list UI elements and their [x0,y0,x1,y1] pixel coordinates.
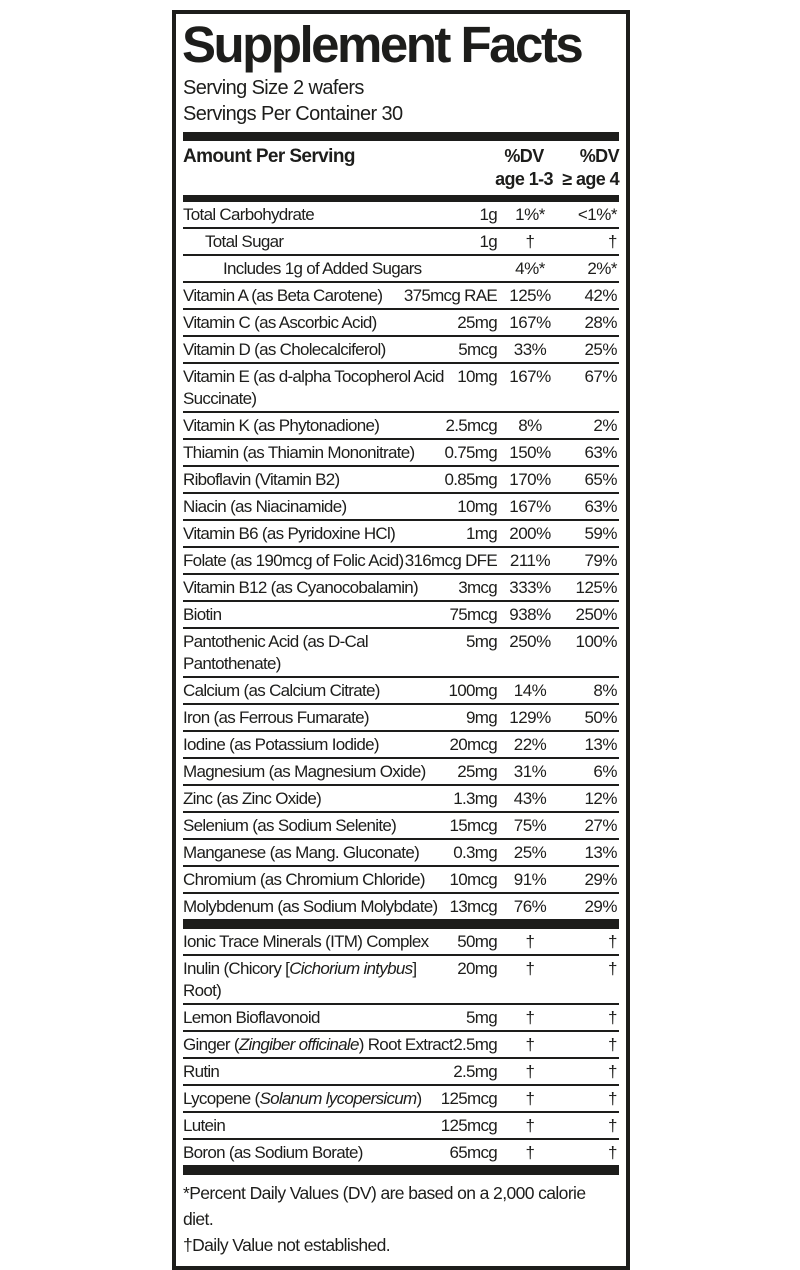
dv-age4-value: 13% [584,842,617,862]
dv-age4-header [553,145,619,191]
dv-age4-value: † [608,931,617,951]
dv-age4-value: † [608,1007,617,1027]
dv-age4-value: 27% [584,815,617,835]
nutrient-name [183,1007,466,1029]
dv-age1-3-value: 4%* [515,258,545,278]
footnotes [183,1175,619,1266]
footnote-dagger: †Daily Value not established. [183,1235,390,1255]
nutrient-name [183,496,457,518]
dv-age1-3-value: 167% [509,312,551,332]
nutrient-row [183,730,619,757]
nutrients-table [183,202,619,919]
nutrient-name [183,1142,449,1164]
nutrient-name [183,788,453,810]
dv-age1-3-value: † [525,931,535,951]
nutrient-row [183,627,619,676]
dv-age1-3-value: 1%* [515,204,545,224]
dv-age1-3-value: † [525,1034,535,1054]
nutrient-name-text: Boron (as Sodium Borate) [183,1142,363,1162]
nutrient-row [183,335,619,362]
dv-age1-3-header-line1: %DV [504,146,544,166]
nutrient-name-text: Biotin [183,604,222,624]
nutrient-name [183,761,457,783]
dv-age1-3-value: 22% [513,734,547,754]
nutrient-amount: 2.5mcg [445,415,497,435]
nutrient-amount: 5mg [466,1007,497,1027]
nutrient-name [183,339,458,361]
nutrient-amount: 2.5mg [453,1061,497,1081]
dv-age4-value: 13% [584,734,617,754]
nutrient-name [183,842,453,864]
dv-age1-3-value: 129% [509,707,551,727]
dv-age1-3-value: † [525,1007,535,1027]
nutrient-row [183,676,619,703]
nutrient-name-text: ) Root Extract [358,1034,453,1054]
nutrient-row [183,519,619,546]
dv-age1-3-header-line2: age 1-3 [495,169,553,189]
dv-age4-value: 50% [584,707,617,727]
dv-age4-value: 28% [584,312,617,332]
nutrient-row [183,573,619,600]
nutrient-name-text: Calcium (as Calcium Citrate) [183,680,380,700]
dv-age1-3-value: 333% [509,577,551,597]
dv-age1-3-value: 200% [509,523,551,543]
supplement-facts-label [172,10,630,1270]
dv-age1-3-value: 25% [513,842,547,862]
nutrient-name [183,707,466,729]
dv-age4-header-line1: %DV [579,146,619,166]
nutrient-row [183,465,619,492]
amount-per-serving-header: Amount Per Serving [183,146,355,167]
nutrient-amount: 100mg [448,680,497,700]
dv-age4-value: 29% [584,869,617,889]
nutrient-name-text: Magnesium (as Magnesium Oxide) [183,761,426,781]
nutrient-row [183,811,619,838]
nutrient-amount: 10mcg [449,869,497,889]
dv-age1-3-value: 125% [509,285,551,305]
nutrient-name [183,285,404,307]
nutrient-row [183,1138,619,1165]
nutrient-name-text: Molybdenum (as Sodium Molybdate) [183,896,438,916]
nutrient-name-text: Rutin [183,1061,220,1081]
nutrient-name-text: Thiamin (as Thiamin Mononitrate) [183,442,415,462]
nutrient-name [183,1115,441,1137]
nutrient-amount: 75mcg [449,604,497,624]
dv-age1-3-value: 75% [513,815,547,835]
nutrient-amount: 20mg [457,958,497,978]
nutrient-name [183,1061,453,1083]
nutrient-name-text: Iodine (as Potassium Iodide) [183,734,379,754]
nutrient-row [183,362,619,411]
dv-age4-value: 250% [575,604,617,624]
nutrient-name [183,869,449,891]
nutrient-name-text: Includes 1g of Added Sugars [223,258,422,278]
dv-age1-3-value: † [525,1115,535,1135]
nutrient-name-text: Iron (as Ferrous Fumarate) [183,707,369,727]
nutrient-row [183,929,619,954]
dv-age4-value: 6% [593,761,617,781]
dv-age4-value: 125% [575,577,617,597]
nutrient-name-text: Ginger ( [183,1034,239,1054]
dv-age1-3-value: 33% [513,339,547,359]
nutrient-row [183,227,619,254]
nutrient-amount: 1g [479,204,497,224]
nutrient-name-text: Total Carbohydrate [183,204,315,224]
dv-age4-value: 8% [593,680,617,700]
nutrient-name [183,631,466,675]
thick-divider-middle [183,919,619,929]
nutrient-name [183,815,449,837]
dv-age1-3-value: † [525,1088,535,1108]
dv-age4-header-line2: ≥ age 4 [562,169,619,189]
nutrient-row [183,202,619,227]
nutrient-row [183,1003,619,1030]
nutrient-amount: 125mcg [440,1088,497,1108]
dv-age1-3-value: 938% [509,604,551,624]
nutrient-name-text: Pantothenic Acid (as D-Cal Pantothenate) [183,631,368,673]
nutrient-name-text: ) [416,1088,422,1108]
dv-age4-value: † [608,1088,617,1108]
dv-age4-value: 100% [575,631,617,651]
nutrient-amount: 1g [479,231,497,251]
dv-age1-3-value: 170% [509,469,551,489]
nutrient-name [183,469,444,491]
nutrient-name [183,550,405,572]
nutrient-name [183,231,479,253]
dv-age1-3-value: † [525,231,535,251]
nutrient-amount: 25mg [457,312,497,332]
footnote-percent-dv: *Percent Daily Values (DV) are based on a 2,000 calorie diet. [183,1183,586,1229]
nutrient-name [183,1088,441,1110]
nutrient-name [183,258,497,280]
servings-per-container: Servings Per Container 30 [183,103,403,125]
nutrient-amount: 5mcg [458,339,497,359]
nutrient-row [183,1111,619,1138]
dv-age1-3-value: 14% [513,680,547,700]
nutrient-name-text: Vitamin K (as Phytonadione) [183,415,380,435]
nutrient-amount: 375mcg RAE [403,285,497,305]
nutrient-name-species: Zingiber officinale [238,1034,359,1054]
dv-age4-value: 12% [584,788,617,808]
dv-age4-value: † [608,1061,617,1081]
dv-age1-3-value: 150% [509,442,551,462]
nutrient-amount: 25mg [457,761,497,781]
nutrient-name-text: Vitamin D (as Cholecalciferol) [183,339,386,359]
dv-age4-value: 65% [584,469,617,489]
dv-age4-value: † [608,1115,617,1135]
dv-age4-value: 42% [584,285,617,305]
nutrient-amount: 15mcg [449,815,497,835]
nutrient-row [183,281,619,308]
dv-age4-value: 63% [584,496,617,516]
nutrient-amount: 316mcg DFE [404,550,497,570]
nutrient-row [183,254,619,281]
nutrient-amount: 0.75mg [444,442,497,462]
nutrient-name [183,958,457,1002]
nutrient-row [183,600,619,627]
nutrient-row [183,865,619,892]
dv-age1-3-value: 31% [513,761,547,781]
nutrient-name-text: Vitamin C (as Ascorbic Acid) [183,312,377,332]
nutrient-name-species: Cichorium intybus [289,958,413,978]
nutrient-name [183,366,457,410]
dv-age1-3-value: 211% [509,550,551,570]
dv-age1-3-header [495,145,553,191]
nutrient-name-text: Total Sugar [205,231,284,251]
dv-age4-value: † [608,231,617,251]
nutrient-name-text: Manganese (as Mang. Gluconate) [183,842,420,862]
dv-age4-value: † [608,1142,617,1162]
nutrient-name [183,577,458,599]
nutrient-amount: 10mg [457,496,497,516]
nutrient-name-text: ] Root) [183,958,417,1000]
dv-age1-3-value: 250% [509,631,551,651]
nutrient-name-text: Chromium (as Chromium Chloride) [183,869,425,889]
dv-age1-3-value: 8% [518,415,542,435]
thick-divider-top [183,132,619,141]
dv-age1-3-value: 167% [509,496,551,516]
nutrient-name-text: Niacin (as Niacinamide) [183,496,347,516]
nutrient-amount: 9mg [466,707,497,727]
nutrient-name [183,204,479,226]
nutrient-name [183,604,449,626]
dv-age4-value: 2% [593,415,617,435]
nutrient-name-text: Lutein [183,1115,226,1135]
nutrient-row [183,1084,619,1111]
nutrient-row [183,1030,619,1057]
nutrient-amount: 1mg [466,523,497,543]
dv-age4-value: 2%* [587,258,617,278]
nutrient-row [183,411,619,438]
dv-age1-3-value: 43% [513,788,547,808]
nutrient-amount: 10mg [457,366,497,386]
dv-age4-value: † [608,958,617,978]
dv-age1-3-value: 167% [509,366,551,386]
nutrient-amount: 2.5mg [453,1034,497,1054]
dv-age4-value: 59% [584,523,617,543]
nutrient-name [183,415,445,437]
dv-age4-value: 67% [584,366,617,386]
nutrient-name [183,523,466,545]
dv-age4-value: 29% [584,896,617,916]
serving-size: Serving Size 2 wafers [183,77,364,99]
nutrient-name-text: Lemon Bioflavonoid [183,1007,320,1027]
nutrient-amount: 0.3mg [453,842,497,862]
nutrient-name [183,1034,453,1056]
dv-age1-3-value: † [525,1061,535,1081]
nutrient-name [183,312,457,334]
label-title: Supplement Facts [182,16,582,73]
dv-age4-value: 79% [584,550,617,570]
nutrient-name [183,734,449,756]
column-header-row [183,141,619,195]
nutrient-name-text: Lycopene ( [183,1088,260,1108]
nutrient-name-text: Riboflavin (Vitamin B2) [183,469,340,489]
dv-age4-value: <1%* [577,204,617,224]
nutrient-name-text: Vitamin E (as d-alpha Tocopherol Acid Succinate) [183,366,444,408]
nutrient-row [183,546,619,573]
nutrient-row [183,784,619,811]
nutrient-name-text: Vitamin B6 (as Pyridoxine HCl) [183,523,396,543]
nutrient-amount: 3mcg [458,577,497,597]
nutrient-name [183,680,449,702]
thick-divider-bottom [183,1165,619,1175]
dv-age1-3-value: 76% [513,896,547,916]
nutrient-row [183,492,619,519]
header-divider [183,195,619,202]
nutrient-name [183,442,444,464]
nutrient-row [183,438,619,465]
nutrient-amount: 0.85mg [444,469,497,489]
nutrient-name-text: Folate (as 190mcg of Folic Acid) [183,550,404,570]
nutrient-name-species: Solanum lycopersicum [259,1088,417,1108]
dv-age1-3-value: 91% [513,869,547,889]
nutrient-name-text: Vitamin B12 (as Cyanocobalamin) [183,577,419,597]
nutrient-name-text: Vitamin A (as Beta Carotene) [183,285,383,305]
nutrient-name-text: Inulin (Chicory [ [183,958,290,978]
nutrient-amount: 125mcg [440,1115,497,1135]
nutrient-name [183,896,449,918]
nutrient-row [183,954,619,1003]
nutrient-row [183,757,619,784]
nutrient-name-text: Zinc (as Zinc Oxide) [183,788,322,808]
botanicals-table [183,929,619,1165]
nutrient-amount: 5mg [466,631,497,651]
nutrient-row [183,1057,619,1084]
dv-age1-3-value: † [525,1142,535,1162]
nutrient-amount: 1.3mg [453,788,497,808]
nutrient-row [183,308,619,335]
dv-age4-value: 63% [584,442,617,462]
dv-age4-value: † [608,1034,617,1054]
dv-age1-3-value: † [525,958,535,978]
nutrient-name-text: Selenium (as Sodium Selenite) [183,815,397,835]
nutrient-amount: 13mcg [449,896,497,916]
nutrient-row [183,838,619,865]
nutrient-amount: 20mcg [449,734,497,754]
nutrient-name-text: Ionic Trace Minerals (ITM) Complex [183,931,429,951]
dv-age4-value: 25% [584,339,617,359]
nutrient-row [183,892,619,919]
nutrient-row [183,703,619,730]
nutrient-amount: 65mcg [449,1142,497,1162]
nutrient-name [183,931,457,953]
nutrient-amount: 50mg [457,931,497,951]
